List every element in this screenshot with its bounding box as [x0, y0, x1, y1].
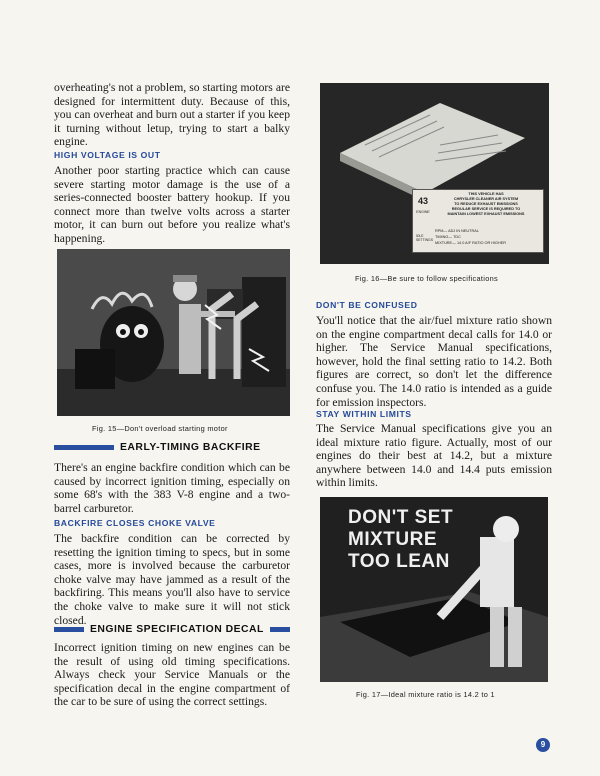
fig17-sign-line: MIXTURE: [348, 529, 437, 550]
heading-bar: [54, 627, 84, 632]
backfire-heading: BACKFIRE CLOSES CHOKE VALVE: [54, 518, 216, 528]
within-limits-paragraph: The Service Manual specifications give you an ideal mixture ratio figure. Actually, most of our engines do their best at 14.2, but a mixture anywhere between 14.0 and 14.4 puts emission within limits.: [316, 422, 552, 490]
high-voltage-paragraph: Another poor starting practice which can cause severe starting motor damage is the use of a series-connected booster battery hookup. If you connect more than twelve volts across a starter motor, it can burn out before you realize what's happening.: [54, 164, 290, 245]
decal-side-engine: ENGINE: [416, 210, 430, 214]
heading-bar: [270, 627, 290, 632]
decal-line: TIMING— TDC: [435, 235, 461, 239]
decal-line: MIXTURE— 14.0 A/F RATIO OR HIGHER: [435, 241, 507, 245]
dont-confuse-heading: DON'T BE CONFUSED: [316, 300, 418, 310]
fig17-illustration: [320, 497, 548, 682]
spec-decal-heading-text: ENGINE SPECIFICATION DECAL: [90, 624, 264, 635]
spec-decal-heading: [54, 624, 290, 635]
within-limits-heading: STAY WITHIN LIMITS: [316, 409, 412, 419]
fig17-sign-line: TOO LEAN: [348, 551, 450, 572]
early-timing-heading-text: EARLY-TIMING BACKFIRE: [120, 442, 261, 453]
fig17-sign-line: DON'T SET: [348, 507, 454, 528]
early-timing-heading: [54, 442, 290, 453]
fig15-caption: Fig. 15—Don't overload starting motor: [92, 424, 228, 433]
intro-paragraph: overheating's not a problem, so starting motors are designed for intermittent duty. Because of this, you can overheat and burn out a starter if you keep it turning without letup, trying to start a balky engine.: [54, 81, 290, 149]
page-number: 9: [536, 738, 550, 752]
backfire-paragraph: The backfire condition can be corrected by resetting the ignition timing to specs, but in some cases, more is involved because the carburetor choke valve may have jammed as a result of the backfiring. This means you'll also have to service the choke valve to make sure it will not stick closed.: [54, 532, 290, 627]
fig17-caption: Fig. 17—Ideal mixture ratio is 14.2 to 1: [356, 690, 495, 699]
fig16-caption: Fig. 16—Be sure to follow specifications: [355, 274, 499, 283]
decal-line: TO REDUCE EXHAUST EMISSIONS: [454, 202, 518, 206]
decal-line: THIS VEHICLE HAS: [468, 192, 504, 196]
decal-line: RPM— ADJ IN NEUTRAL: [435, 229, 479, 233]
high-voltage-heading: HIGH VOLTAGE IS OUT: [54, 150, 161, 160]
decal-side-idle: IDLE SETTINGS: [416, 234, 433, 242]
decal-number: 43: [417, 196, 428, 206]
heading-bar: [54, 445, 114, 450]
decal-line: MAINTAIN LOWEST EXHAUST EMISSIONS: [447, 212, 525, 216]
dont-confuse-paragraph: You'll notice that the air/fuel mixture ratio shown on the engine compartment decal calls for 14.0 or higher. The Service Manual specifications, however, hold the final setting ratio to 14.2. Both figures are correct, so don't let the difference confuse you. The 14.0 ratio is intended as a guide for emission inspectors.: [316, 314, 552, 409]
spec-decal-paragraph: Incorrect ignition timing on new engines can be the result of using old timing specifications. Always check your Service Manuals or the specification decal in the engine compartment of the car to be sure of using the correct settings.: [54, 641, 290, 709]
decal-line: REGULAR SERVICE IS REQUIRED TO: [451, 207, 521, 211]
fig17-sign: [348, 507, 453, 573]
decal-line: CHRYSLER CLEANER AIR SYSTEM: [453, 197, 519, 201]
left-column-lower: [54, 0, 290, 776]
early-timing-paragraph: There's an engine backfire condition which can be caused by incorrect ignition timing, especially on some 68's with the 383 V-8 engine and a two-barrel carburetor.: [54, 461, 290, 515]
